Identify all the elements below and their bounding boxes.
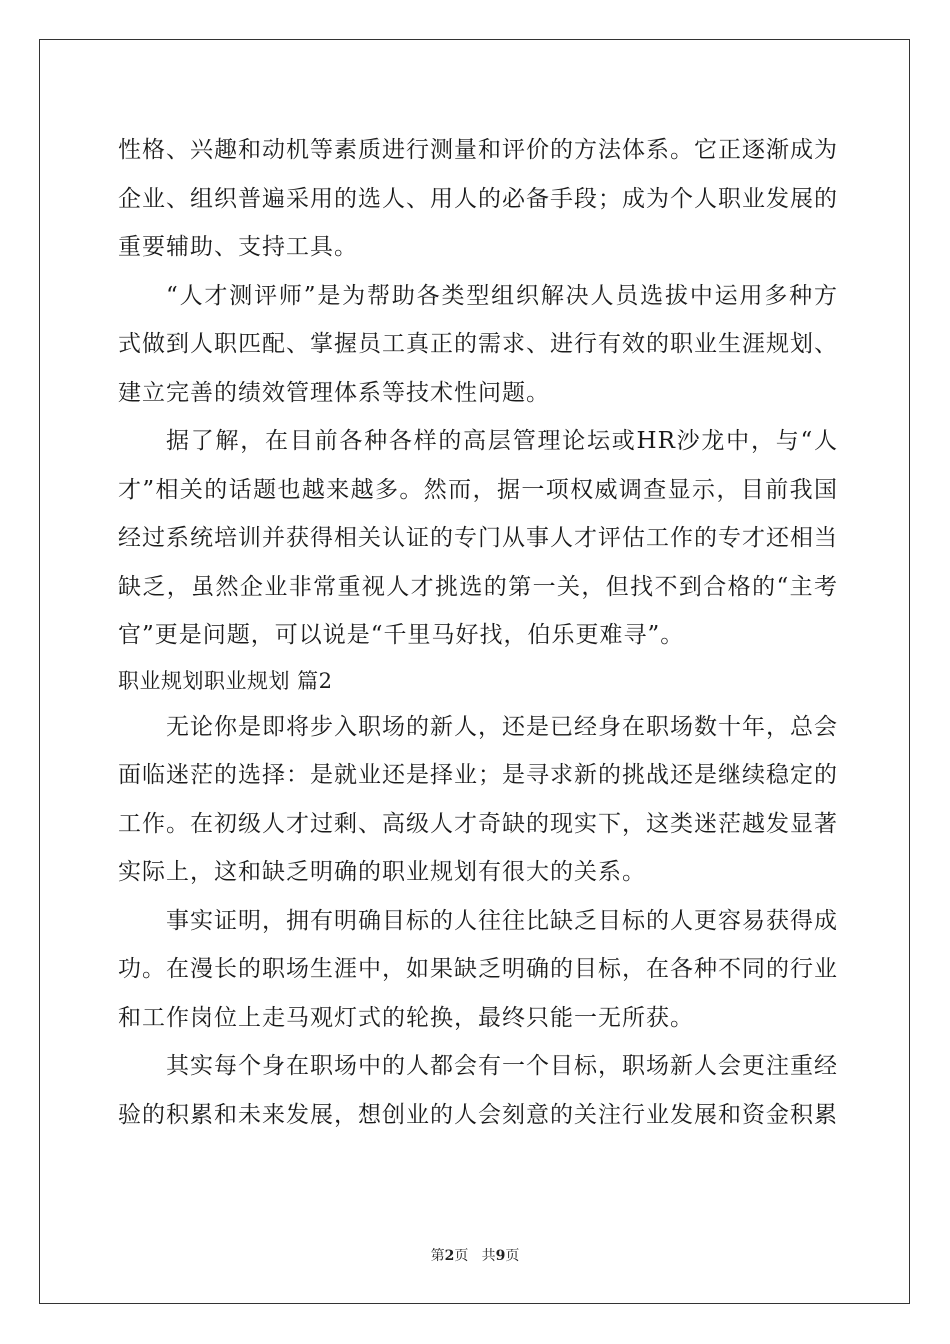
page-footer — [0, 1245, 950, 1265]
page-prefix: 第 — [430, 1248, 445, 1264]
paragraph-1: 性格、兴趣和动机等素质进行测量和评价的方法体系。它正逐渐成为企业、组织普遍采用的选人、用人的必备手段；成为个人职业发展的重要辅助、支持工具。 — [118, 137, 838, 260]
total-suffix: 页 — [505, 1248, 520, 1264]
section-paragraph-1: 无论你是即将步入职场的新人，还是已经身在职场数十年，总会面临迷茫的选择：是就业还是择业；是寻求新的挑战还是继续稳定的工作。在初级人才过剩、高级人才奇缺的现实下，这类迷茫越发显著实际上，这和缺乏明确的职业规划有很大的关系。 — [118, 713, 838, 885]
paragraph-3: 据了解，在目前各种各样的高层管理论坛或HR沙龙中，与“人才”相关的话题也越来越多。然而，据一项权威调查显示，目前我国经过系统培训并获得相关认证的专门从事人才评估工作的专才还相当缺乏，虽然企业非常重视人才挑选的第一关，但找不到合格的“主考官”更是问题，可以说是“千里马好找，伯乐更难寻”。 — [118, 428, 838, 648]
total-prefix: 共 — [481, 1248, 496, 1264]
page-suffix: 页 — [454, 1248, 469, 1264]
section-paragraph-3: 其实每个身在职场中的人都会有一个目标，职场新人会更注重经验的积累和未来发展，想创业的人会刻意的关注行业发展和资金积累 — [118, 1053, 838, 1128]
page-current: 2 — [444, 1248, 455, 1264]
section-heading: 职业规划职业规划 篇2 — [118, 668, 333, 693]
paragraph-2: “人才测评师”是为帮助各类型组织解决人员选拔中运用多种方式做到人职匹配、掌握员工真正的需求、进行有效的职业生涯规划、建立完善的绩效管理体系等技术性问题。 — [118, 282, 838, 406]
section-paragraph-2: 事实证明，拥有明确目标的人往往比缺乏目标的人更容易获得成功。在漫长的职场生涯中，如果缺乏明确的目标，在各种不同的行业和工作岗位上走马观灯式的轮换，最终只能一无所获。 — [118, 907, 838, 1031]
page-total: 9 — [495, 1248, 506, 1264]
document-body — [118, 126, 838, 1139]
